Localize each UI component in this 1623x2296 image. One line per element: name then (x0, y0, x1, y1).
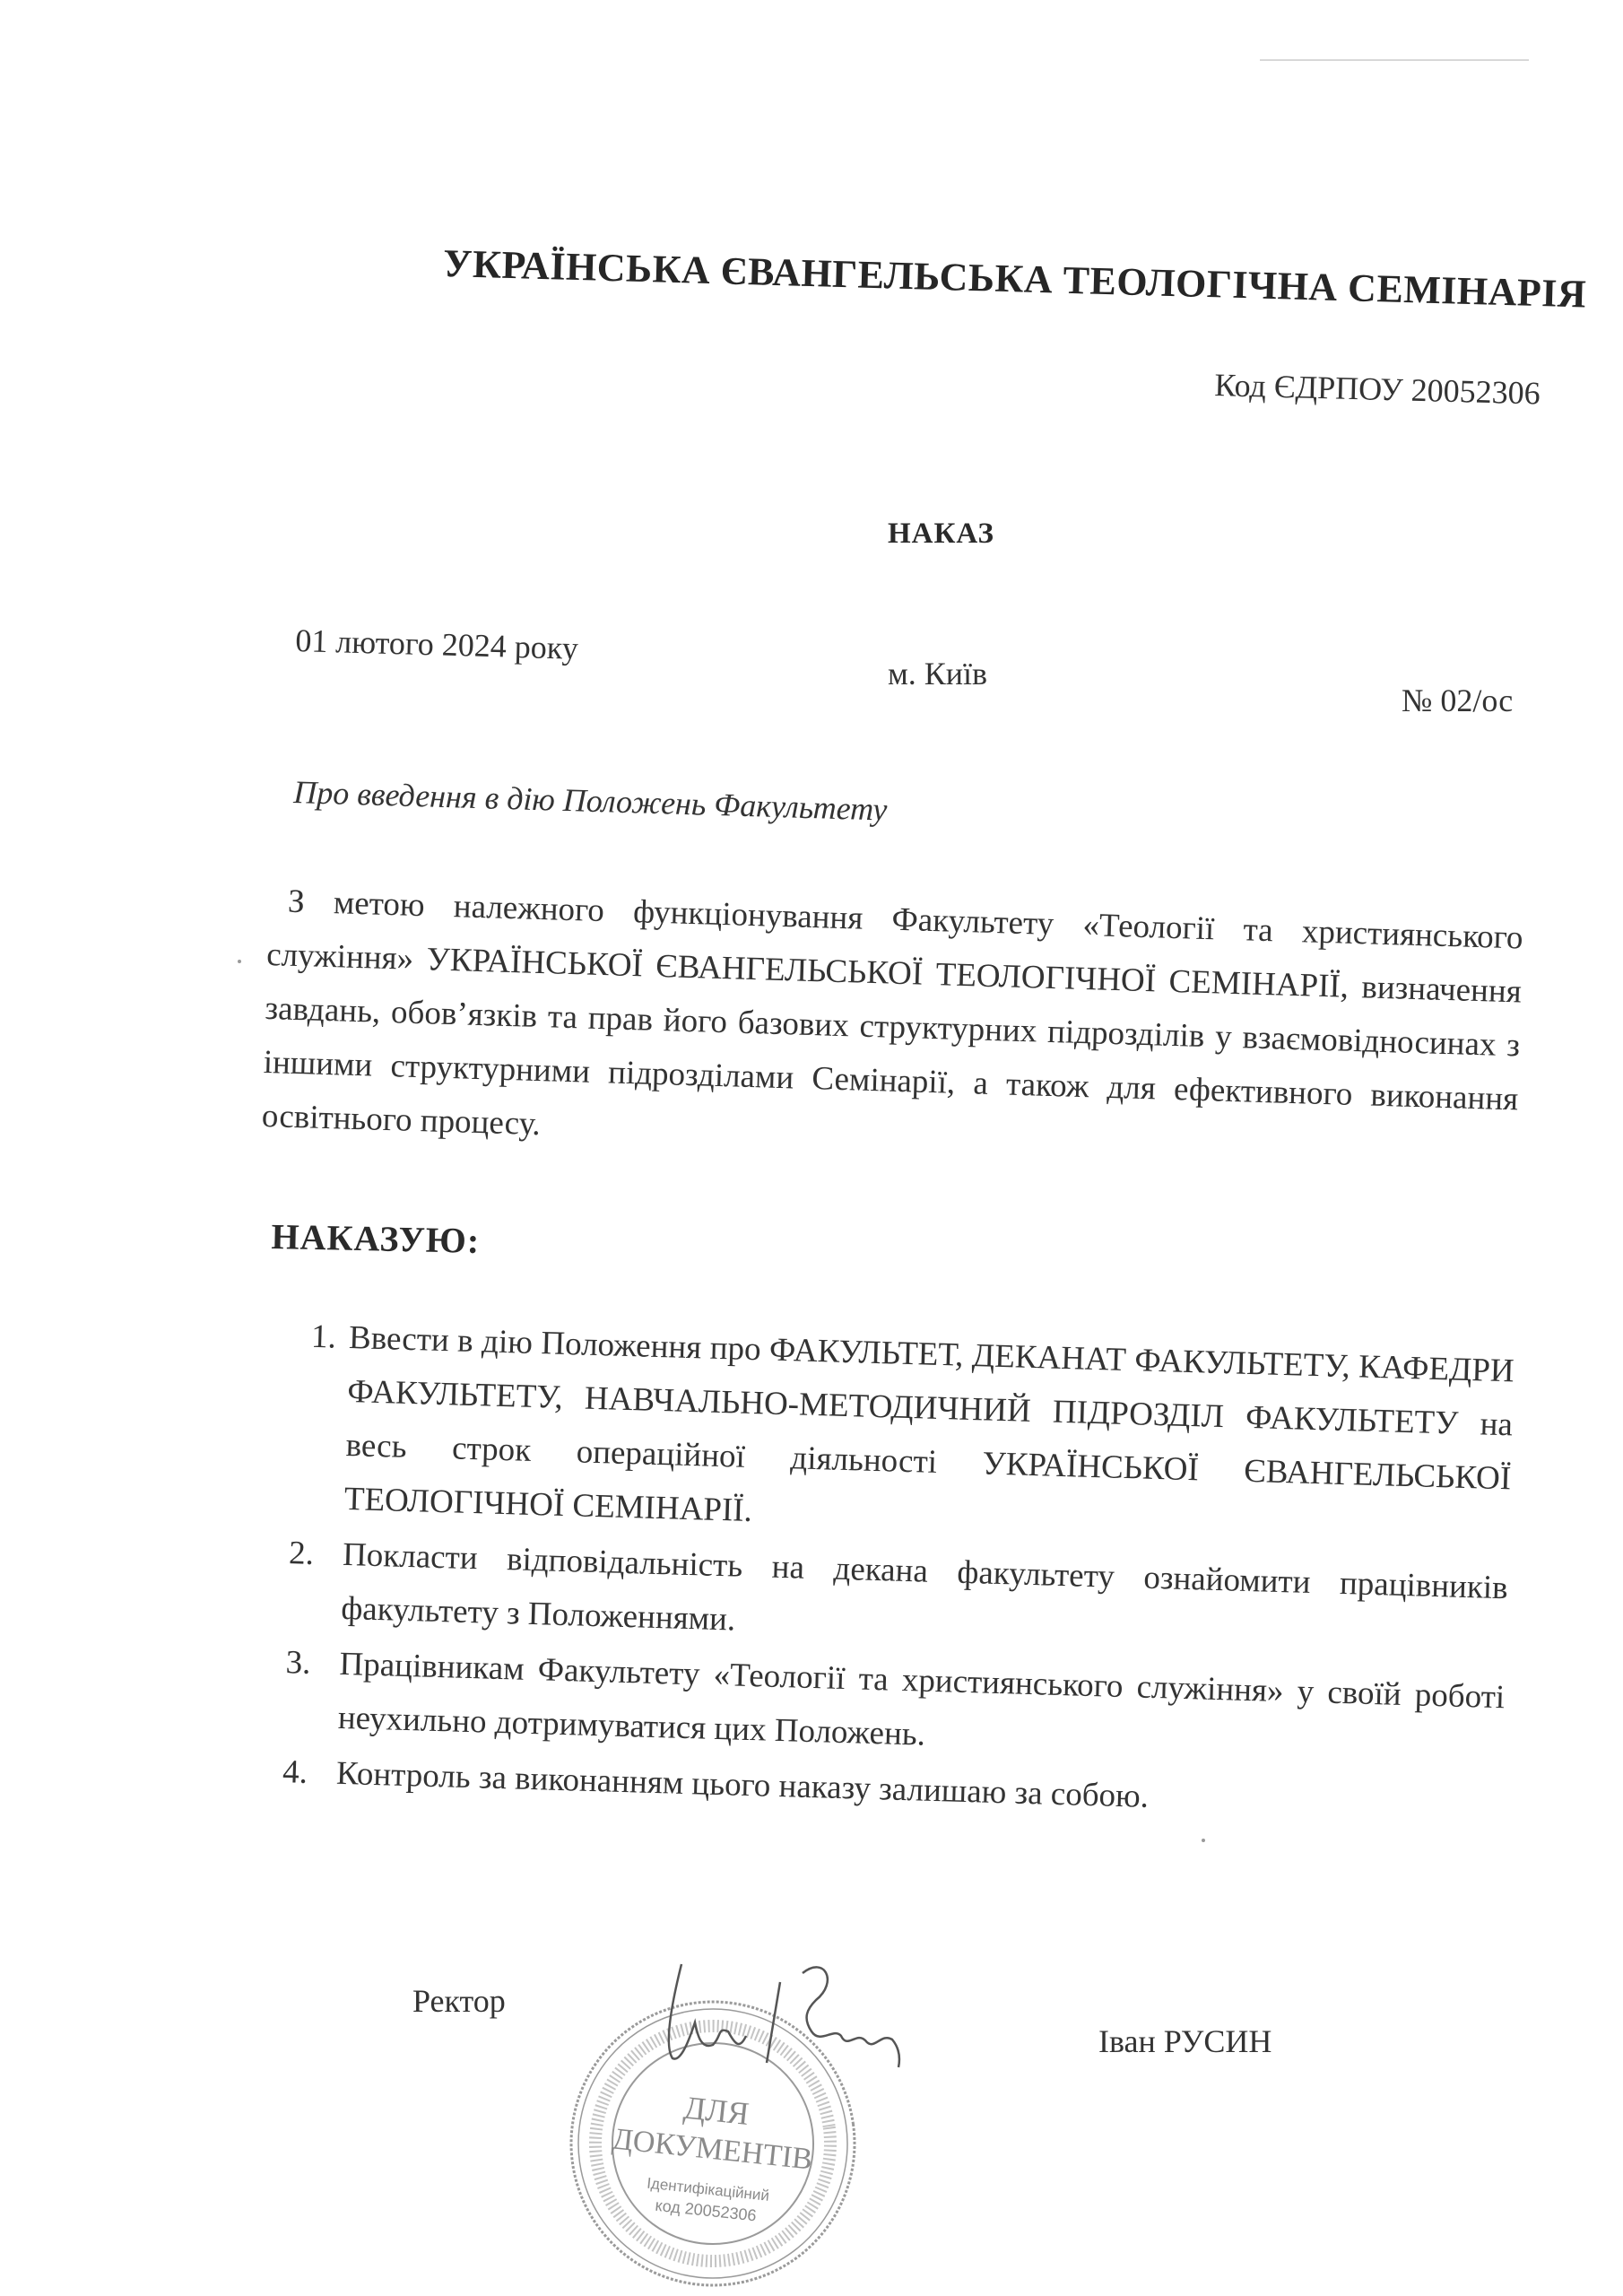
decree-list (273, 1309, 1515, 1836)
item-text: Ввести в дію Положення про ФАКУЛЬТЕТ, ДЕКАНАТ ФАКУЛЬТЕТУ, КАФЕДРИ ФАКУЛЬТЕТУ, НАВЧАЛЬНО-МЕТОДИЧНИЙ ПІДРОЗДІЛ ФАКУЛЬТЕТУ на весь строк операційної діяльності УКРАЇНСЬКОЇ ЄВАНГЕЛЬСЬКОЇ ТЕОЛОГІЧНОЇ СЕМІНАРІЇ. (343, 1319, 1515, 1530)
signer-position: Ректор (412, 1983, 506, 2019)
signature-stroke (767, 1982, 780, 2063)
decree-heading: НАКАЗУЮ: (271, 1215, 481, 1261)
stamp-line2: ДОКУМЕНТІВ (610, 2122, 814, 2177)
edrpou-code: Код ЄДРПОУ 20052306 (1213, 366, 1541, 412)
item-number: 1. (310, 1318, 337, 1356)
organization-title: УКРАЇНСЬКА ЄВАНГЕЛЬСЬКА ТЕОЛОГІЧНА СЕМІНАРІЯ (442, 240, 1587, 317)
order-city: м. Київ (888, 656, 988, 691)
scan-artifact-line (1260, 59, 1529, 61)
signature-stroke (803, 1967, 899, 2067)
signer-name: Іван РУСИН (1098, 2023, 1272, 2059)
decree-item (281, 1309, 1515, 1560)
preamble-paragraph (261, 874, 1523, 1180)
item-number: 2. (288, 1535, 315, 1572)
scan-speck (1202, 1839, 1205, 1842)
preamble-text: З метою належного функціонування Факультету «Теології та християнського служіння» УКРАЇНСЬКОЇ ЄВАНГЕЛЬСЬКОЇ ТЕОЛОГІЧНОЇ СЕМІНАРІЇ, визначення завдань, обов’язків та прав його базових структурних підрозділів у взаємовідносинах з іншими структурними підрозділами Семінарії, а також для ефективного виконання освітнього процесу. (261, 883, 1524, 1144)
item-text: Контроль за виконанням цього наказу залишаю за собою. (335, 1754, 1150, 1815)
signature-stroke (669, 1964, 746, 2059)
handwritten-signature (646, 1946, 933, 2081)
item-number: 3. (285, 1644, 311, 1682)
item-text: Працівникам Факультету «Теології та християнського служіння» у своїй роботі неухильно дотримуватися цих Положень. (337, 1645, 1506, 1753)
stamp-line3: Ідентифікаційний (646, 2174, 770, 2205)
order-date: 01 лютого 2024 року (294, 622, 579, 666)
order-number: № 02/ос (1402, 683, 1514, 718)
scan-speck (238, 960, 241, 963)
order-title: НАКАЗ (888, 517, 994, 550)
order-subject: Про введення в дію Положень Факультету (292, 773, 888, 828)
item-text: Покласти відповідальність на декана факультету ознайомити працівників факультету з Положеннями. (340, 1535, 1509, 1639)
stamp-line1: ДЛЯ (681, 2089, 751, 2132)
stamp-line4: код 20052306 (654, 2196, 758, 2225)
item-number: 4. (282, 1753, 308, 1791)
